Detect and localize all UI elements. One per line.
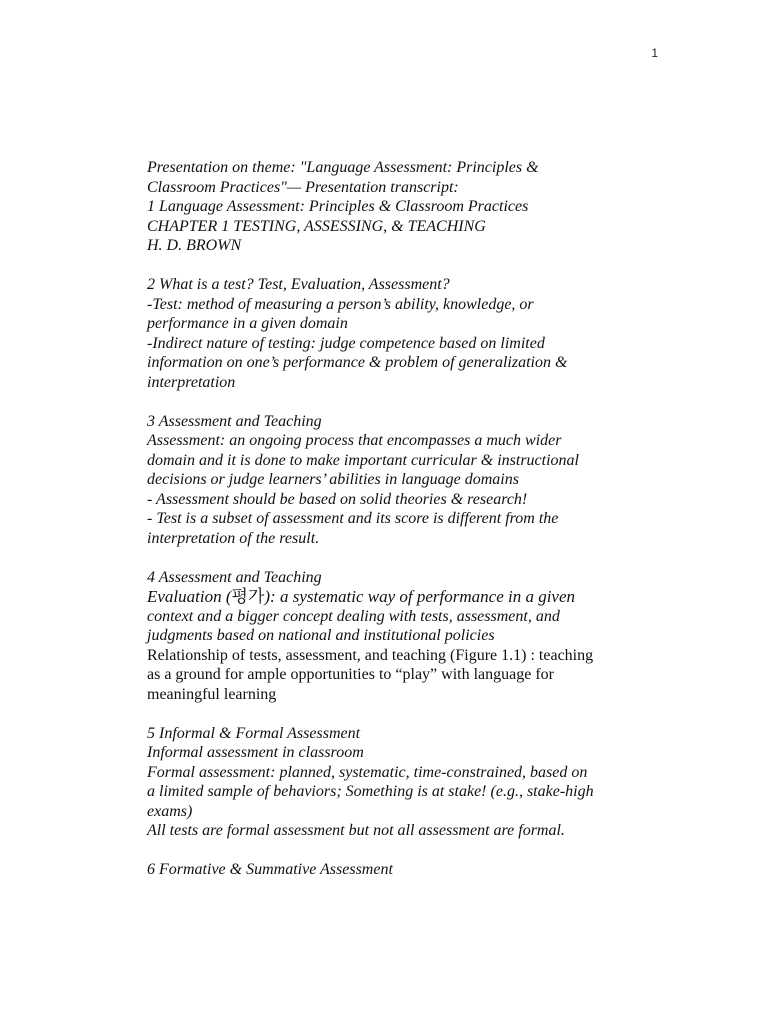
section-4 [147, 568, 647, 705]
section-5-line-1: Informal assessment in classroom [147, 744, 364, 761]
section-3-line-4: - Assessment should be based on solid theories & research! [147, 490, 528, 508]
section-4-relationship-3: meaningful learning [147, 685, 277, 703]
section-4-heading: 4 Assessment and Teaching [147, 568, 322, 586]
section-5-line-2: Formal assessment: planned, systematic, time-constrained, based on [147, 763, 588, 781]
section-5 [147, 724, 647, 841]
author-name: H. D. BROWN [147, 237, 242, 254]
section-2-line-2: performance in a given domain [147, 315, 348, 332]
section-4-relationship-2: as a ground for ample opportunities to “play” with language for [147, 666, 554, 683]
section-3-line-6: interpretation of the result. [147, 529, 320, 547]
section-2-line-5: interpretation [147, 373, 236, 391]
intro-line-1: Presentation on theme: "Language Assessment: Principles & [147, 159, 539, 176]
intro-line-2: Classroom Practices"— Presentation transcript: [147, 178, 459, 196]
section-5-heading: 5 Informal & Formal Assessment [147, 724, 361, 742]
section-2-line-4: information on one’s performance & problem of generalization & [147, 354, 568, 371]
section-2 [147, 275, 647, 392]
section-3-line-3: decisions or judge learners’ abilities in language domains [147, 471, 519, 488]
section-3 [147, 412, 647, 549]
section-4-relationship-1: Relationship of tests, assessment, and teaching (Figure 1.1) : teaching [147, 646, 594, 664]
section-3-line-2: domain and it is done to make important curricular & instructional [147, 451, 579, 469]
document-body [147, 158, 647, 899]
section-5-line-3: a limited sample of behaviors; Something is at stake! (e.g., stake-high [147, 783, 594, 800]
section-6 [147, 860, 647, 880]
korean-term: 평가 [231, 587, 265, 606]
section-2-line-1: -Test: method of measuring a person’s ability, knowledge, or [147, 295, 534, 313]
section-2-line-3: -Indirect nature of testing: judge competence based on limited [147, 334, 545, 352]
section-3-line-1: Assessment: an ongoing process that encompasses a much wider [147, 432, 562, 449]
section-5-line-4: exams) [147, 802, 193, 820]
section-3-heading: 3 Assessment and Teaching [147, 412, 322, 430]
chapter-title: CHAPTER 1 TESTING, ASSESSING, & TEACHING [147, 217, 486, 235]
page-number: 1 [651, 46, 658, 60]
intro-section [147, 158, 647, 256]
section-4-line-3: judgments based on national and institutional policies [147, 627, 495, 644]
section-5-line-5: All tests are formal assessment but not all assessment are formal. [147, 822, 565, 839]
evaluation-line [147, 587, 647, 607]
section-3-line-5: - Test is a subset of assessment and its score is different from the [147, 510, 559, 527]
intro-line-3: 1 Language Assessment: Principles & Classroom Practices [147, 198, 529, 215]
section-6-heading: 6 Formative & Summative Assessment [147, 861, 393, 878]
evaluation-prefix: Evaluation ( [147, 587, 232, 606]
evaluation-suffix: ): a systematic way of performance in a given [264, 587, 576, 606]
section-4-line-2: context and a bigger concept dealing with tests, assessment, and [147, 607, 560, 625]
section-2-heading: 2 What is a test? Test, Evaluation, Assessment? [147, 276, 450, 293]
